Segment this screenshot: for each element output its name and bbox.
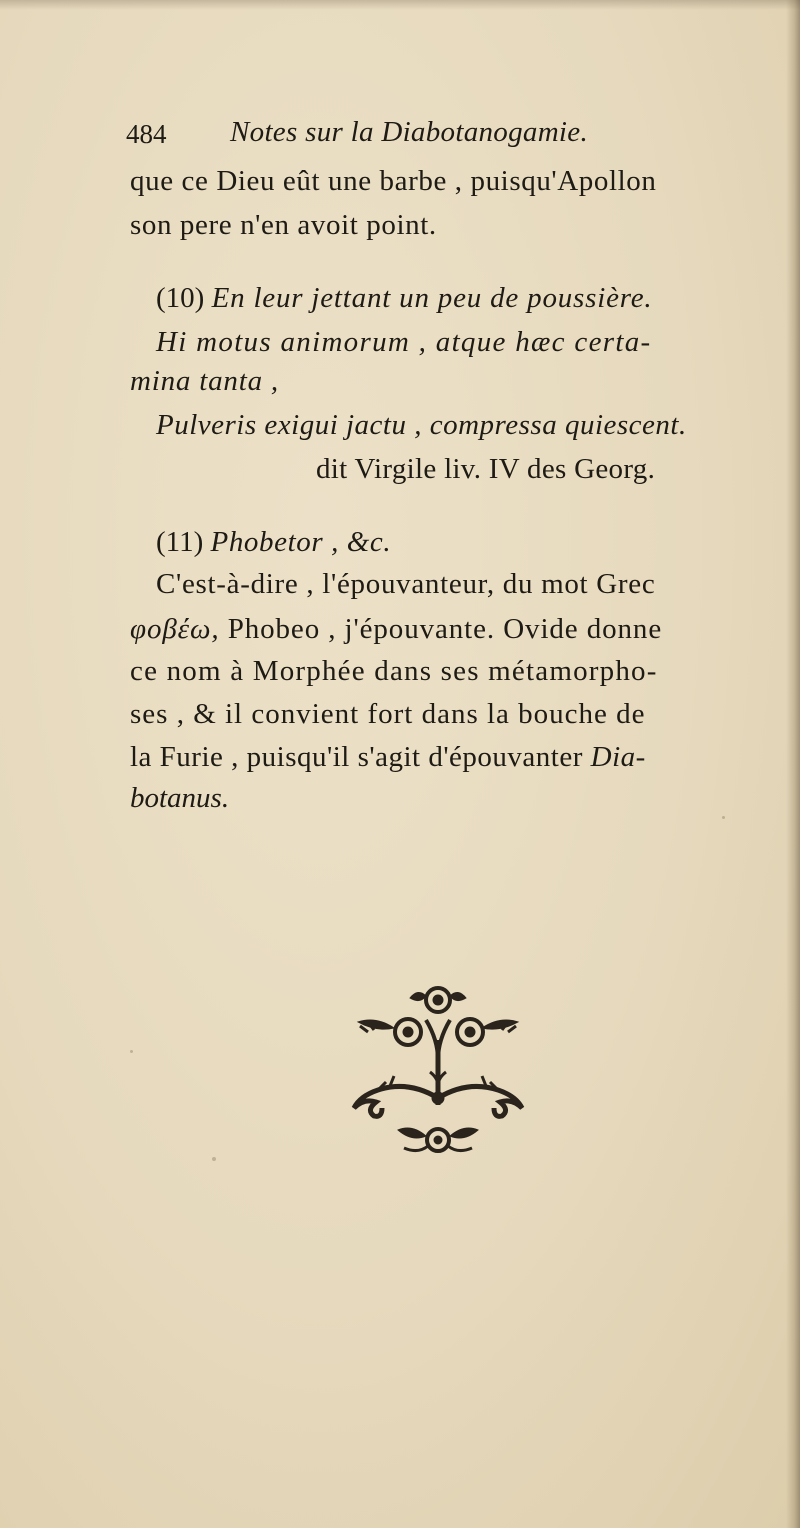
text-segment: la Furie , puisqu'il s'agit d'épouvanter	[130, 741, 591, 773]
running-title: Notes sur la Diabotanogamie.	[230, 116, 589, 148]
latin-quote-line: mina tanta ,	[130, 365, 279, 397]
latin-quote-line: Pulveris exigui jactu , compressa quiescent.	[156, 409, 687, 441]
quote-attribution: dit Virgile liv. IV des Georg.	[316, 453, 656, 485]
note-marker: (11)	[156, 526, 204, 558]
text-line: ce nom à Morphée dans ses métamorpho-	[130, 655, 658, 687]
greek-word: φοβέω,	[130, 613, 220, 645]
floral-fleuron-icon	[338, 980, 538, 1170]
text-line: que ce Dieu eût une barbe , puisqu'Apollon	[130, 165, 657, 197]
paper-speck	[212, 1157, 216, 1161]
text-segment: Dia-	[590, 741, 646, 773]
note-lemma: Phobetor , &c.	[210, 526, 392, 558]
latin-quote-line: Hi motus animorum , atque hæc certa-	[156, 326, 652, 358]
text-segment: Phobeo , j'épouvante. Ovide donne	[219, 613, 663, 645]
text-line: ses , & il convient fort dans la bouche de	[130, 698, 646, 730]
note-10-heading	[156, 280, 652, 316]
paper-speck	[722, 816, 725, 819]
page-edge-shadow-top	[0, 0, 800, 10]
text-line: C'est-à-dire , l'épouvanteur, du mot Grec	[156, 568, 656, 600]
note-lemma: En leur jettant un peu de poussière.	[211, 282, 653, 314]
text-line: botanus.	[130, 782, 230, 814]
paper-speck	[130, 1050, 133, 1053]
page-edge-shadow-right	[786, 0, 800, 1528]
text-line	[130, 739, 646, 775]
text-line	[130, 611, 662, 647]
note-11-heading	[156, 524, 391, 560]
text-line: son pere n'en avoit point.	[130, 209, 437, 241]
page-number: 484	[126, 119, 167, 149]
note-marker: (10)	[156, 282, 205, 314]
